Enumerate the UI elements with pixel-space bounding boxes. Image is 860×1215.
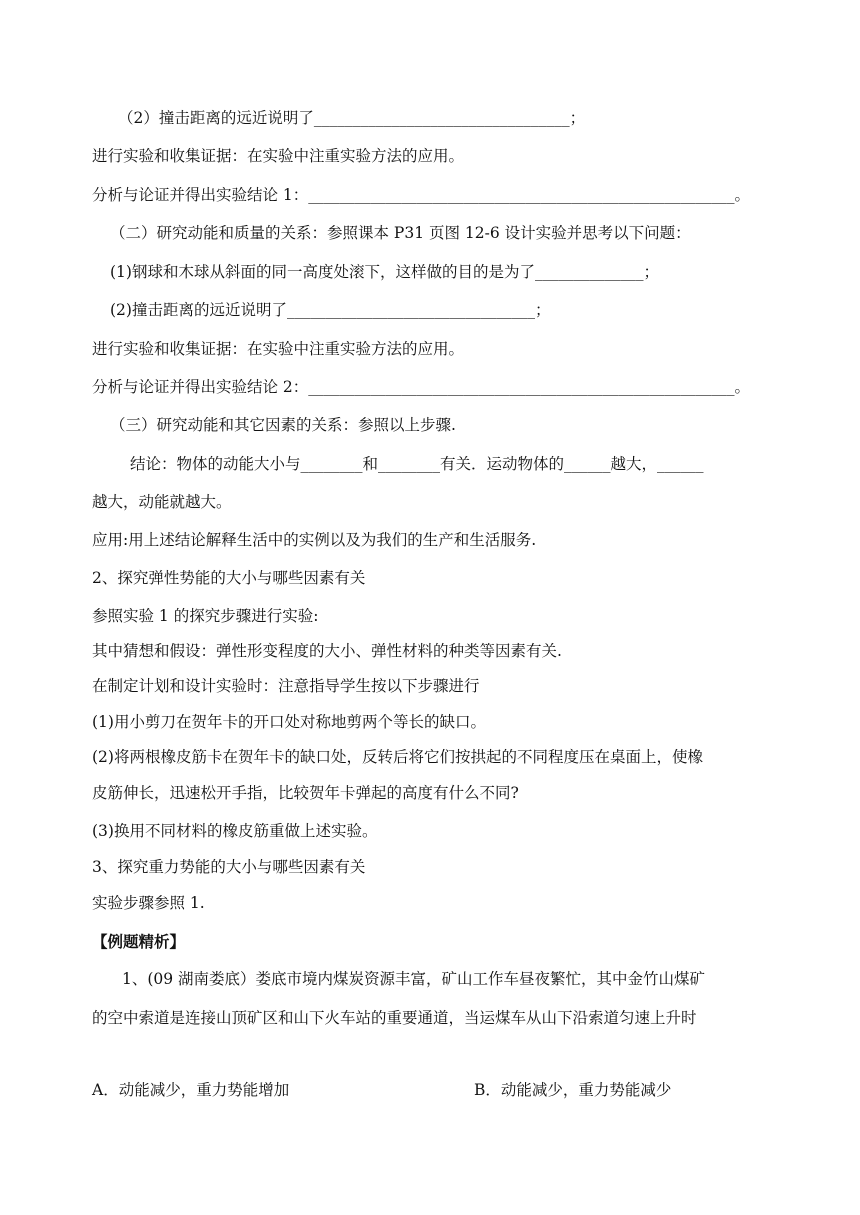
text-line: 分析与论证并得出实验结论 2：_______________________________________________________。 bbox=[92, 378, 751, 396]
text-line: （2）撞击距离的远近说明了_________________________________； bbox=[118, 109, 586, 127]
question-text: 的空中索道是连接山顶矿区和山下火车站的重要通道，当运煤车从山下沿索道匀速上升时 bbox=[92, 1009, 697, 1027]
text-line: 参照实验 1 的探究步骤进行实验: bbox=[92, 607, 319, 625]
text-line: (1)用小剪刀在贺年卡的开口处对称地剪两个等长的缺口。 bbox=[92, 713, 486, 731]
text-line: 进行实验和收集证据：在实验中注重实验方法的应用。 bbox=[92, 147, 465, 165]
text-line: 皮筋伸长，迅速松开手指，比较贺年卡弹起的高度有什么不同? bbox=[92, 784, 519, 802]
text-line: 分析与论证并得出实验结论 1：_______________________________________________________。 bbox=[92, 186, 751, 204]
option-b: B．动能减少，重力势能减少 bbox=[474, 1081, 672, 1099]
question-text: 1、(09 湖南娄底）娄底市境内煤炭资源丰富，矿山工作车昼夜繁忙，其中金竹山煤矿 bbox=[122, 970, 706, 988]
option-a: A．动能减少，重力势能增加 bbox=[92, 1081, 290, 1099]
text-line: (2)将两根橡皮筋卡在贺年卡的缺口处，反转后将它们按拱起的不同程度压在桌面上，使橡 bbox=[92, 748, 703, 766]
text-line: (2)撞击距离的远近说明了________________________________； bbox=[110, 301, 551, 319]
section-heading: 【例题精析】 bbox=[92, 932, 186, 951]
text-line: 越大，动能就越大。 bbox=[92, 493, 232, 511]
text-line: 进行实验和收集证据：在实验中注重实验方法的应用。 bbox=[92, 340, 465, 358]
text-line: 实验步骤参照 1. bbox=[92, 894, 205, 912]
text-line: 应用:用上述结论解释生活中的实例以及为我们的生产和生活服务. bbox=[92, 531, 537, 549]
text-line: （二）研究动能和质量的关系：参照课本 P31 页图 12-6 设计实验并思考以下问题： bbox=[110, 224, 691, 242]
text-line: 2、探究弹性势能的大小与哪些因素有关 bbox=[92, 569, 366, 587]
text-line: （三）研究动能和其它因素的关系：参照以上步骤. bbox=[110, 416, 456, 434]
text-line: (1)钢球和木球从斜面的同一高度处滚下，这样做的目的是为了______________； bbox=[110, 263, 659, 281]
text-line: (3)换用不同材料的橡皮筋重做上述实验。 bbox=[92, 822, 378, 840]
text-line: 在制定计划和设计实验时：注意指导学生按以下步骤进行 bbox=[92, 677, 480, 695]
text-line: 结论：物体的动能大小与________和________有关．运动物体的______越大，______ bbox=[130, 455, 704, 473]
text-line: 3、探究重力势能的大小与哪些因素有关 bbox=[92, 858, 366, 876]
text-line: 其中猜想和假设：弹性形变程度的大小、弹性材料的种类等因素有关. bbox=[92, 642, 562, 660]
